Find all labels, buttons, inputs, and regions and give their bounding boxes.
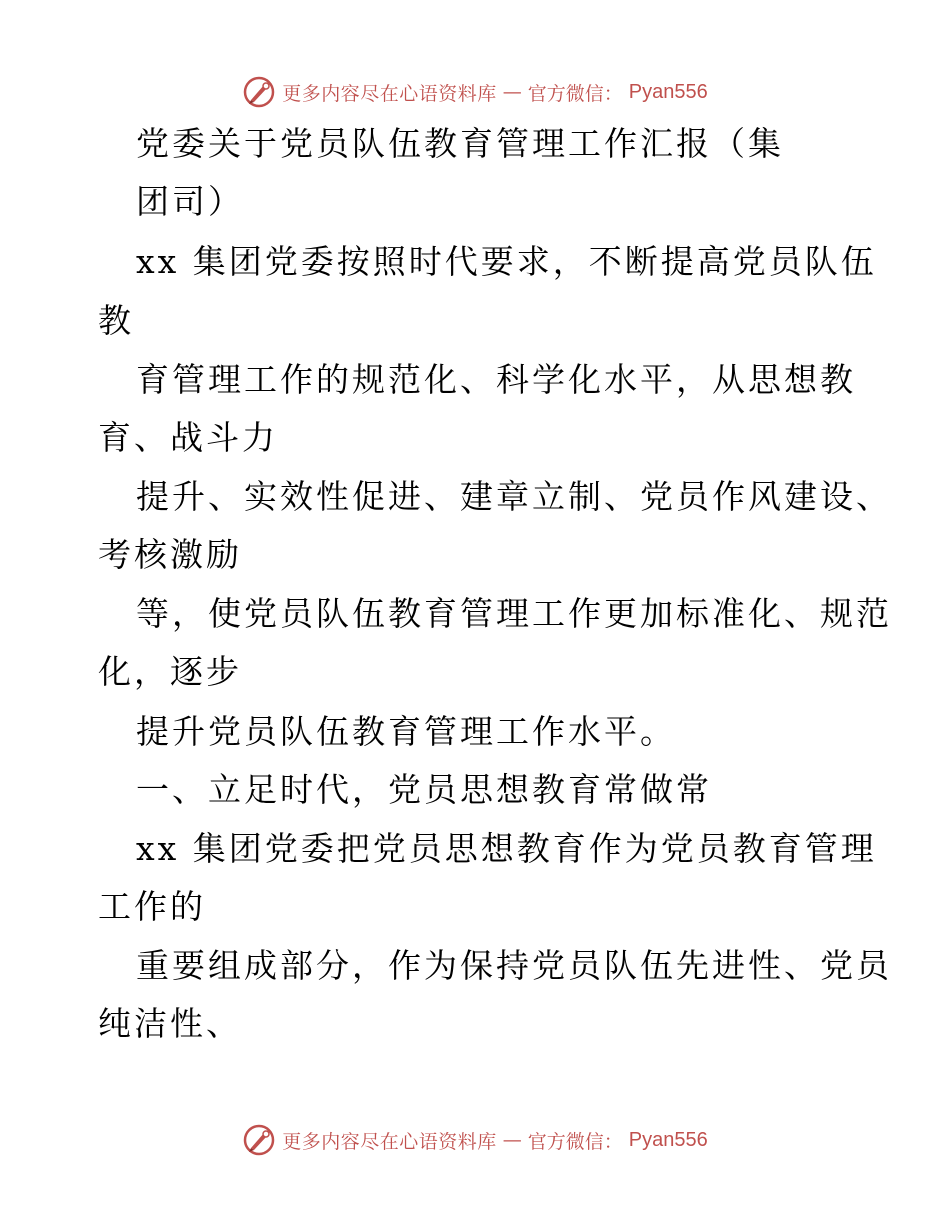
paragraph-line: 提升党员队伍教育管理工作水平。 [136, 712, 676, 751]
section-heading: 一、立足时代，党员思想教育常做常 [136, 770, 712, 809]
banner-wechat-id: Pyan556 [628, 80, 708, 103]
paragraph-line: 化，逐步 [98, 652, 242, 691]
pen-logo-icon [242, 1123, 276, 1157]
banner-slogan: 更多内容尽在心语资料库 [282, 1130, 497, 1153]
paragraph-line: 工作的 [98, 887, 206, 926]
paragraph-line: xx 集团党委把党员思想教育作为党员教育管理 [136, 829, 877, 868]
banner-wechat-label: 官方微信： [527, 1130, 623, 1153]
footer-watermark-banner [0, 1120, 950, 1160]
banner-wechat-label: 官方微信： [527, 82, 623, 105]
paragraph-line: 考核激励 [98, 535, 242, 574]
paragraph-line: 重要组成部分，作为保持党员队伍先进性、党员 [136, 946, 892, 985]
header-watermark-banner [0, 72, 950, 112]
banner-slogan: 更多内容尽在心语资料库 [282, 82, 497, 105]
doc-title-line-2: 团司） [136, 182, 244, 221]
paragraph-line: 提升、实效性促进、建章立制、党员作风建设、 [136, 477, 892, 516]
banner-separator: — [502, 1129, 522, 1151]
paragraph-line: xx 集团党委按照时代要求，不断提高党员队伍 [136, 242, 877, 281]
doc-title-line-1: 党委关于党员队伍教育管理工作汇报（集 [136, 124, 784, 163]
banner-separator: — [502, 81, 522, 103]
banner-wechat-id: Pyan556 [628, 1128, 708, 1151]
paragraph-line: 教 [98, 301, 134, 340]
paragraph-line: 育管理工作的规范化、科学化水平，从思想教 [136, 360, 856, 399]
pen-logo-icon [242, 75, 276, 109]
paragraph-line: 育、战斗力 [98, 418, 278, 457]
paragraph-line: 等，使党员队伍教育管理工作更加标准化、规范 [136, 594, 892, 633]
paragraph-line: 纯洁性、 [98, 1004, 242, 1043]
